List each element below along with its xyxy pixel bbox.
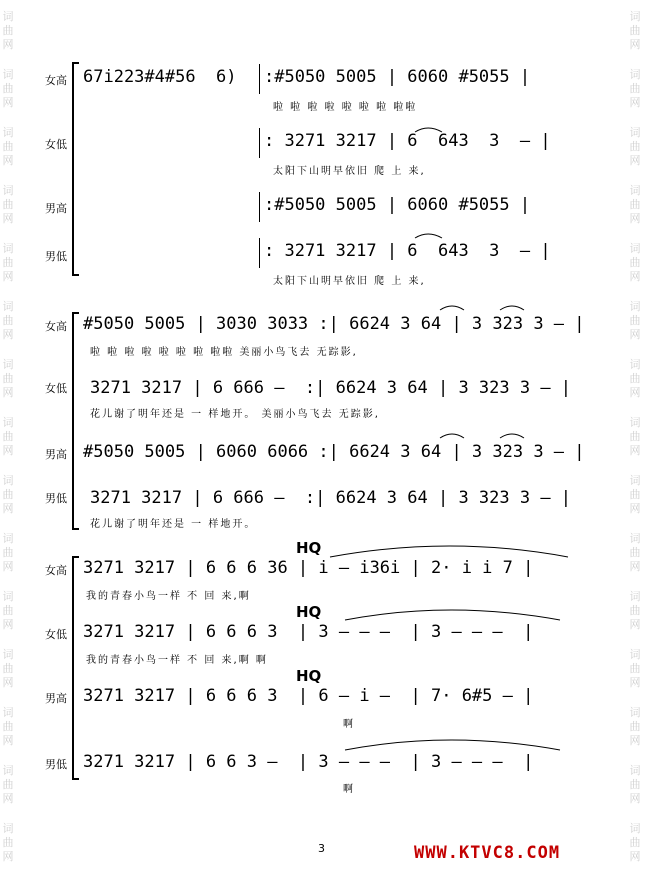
- watermark-glyph: 词: [629, 10, 641, 23]
- notation-row: :#5050 5005 | 6060 #5055 |: [264, 67, 531, 87]
- watermark-glyph: 网: [629, 676, 641, 689]
- watermark-glyph: 词: [2, 764, 14, 777]
- watermark-glyph: 网: [2, 850, 14, 863]
- watermark-glyph: 曲: [629, 140, 641, 153]
- watermark-glyph: 网: [2, 444, 14, 457]
- watermark-glyph: 曲: [629, 372, 641, 385]
- notation-row: 3271 3217 | 6 6 6 36 | i – i36i | 2· i i 7 |: [83, 558, 534, 578]
- watermark-glyph: 曲: [2, 546, 14, 559]
- notation-row: 3271 3217 | 6 6 6 3 | 3 – – – | 3 – – – |: [83, 622, 534, 642]
- watermark-glyph: 词: [629, 648, 641, 661]
- watermark-glyph: 词: [629, 242, 641, 255]
- watermark-glyph: 网: [629, 618, 641, 631]
- watermark-glyph: 曲: [2, 604, 14, 617]
- watermark-glyph: 网: [629, 792, 641, 805]
- watermark-glyph: 曲: [2, 778, 14, 791]
- part-label: 女高: [45, 74, 67, 87]
- watermark-glyph: 曲: [629, 24, 641, 37]
- notation-row: 3271 3217 | 6 6 3 – | 3 – – – | 3 – – – |: [83, 752, 534, 772]
- watermark-glyph: 曲: [629, 198, 641, 211]
- watermark-glyph: 词: [629, 126, 641, 139]
- watermark-glyph: 词: [629, 764, 641, 777]
- watermark-glyph: 曲: [2, 256, 14, 269]
- watermark-glyph: 网: [629, 38, 641, 51]
- notation-row: 3271 3217 | 6 666 – :| 6624 3 64 | 3 323 3 – |: [90, 488, 572, 508]
- lyric-line: 我的青春小鸟一样 不 回 来,啊: [86, 591, 251, 602]
- watermark-glyph: 曲: [2, 720, 14, 733]
- watermark-glyph: 曲: [629, 604, 641, 617]
- notation-row: #5050 5005 | 3030 3033 :| 6624 3 64 | 3 323 3 – |: [83, 314, 585, 334]
- watermark-glyph: 曲: [2, 140, 14, 153]
- watermark-glyph: 词: [2, 590, 14, 603]
- watermark-glyph: 曲: [2, 488, 14, 501]
- part-label: 男高: [45, 448, 67, 461]
- watermark-glyph: 词: [2, 10, 14, 23]
- watermark-glyph: 网: [629, 560, 641, 573]
- part-label: 男低: [45, 758, 67, 771]
- watermark-glyph: 词: [2, 474, 14, 487]
- part-label: 女低: [45, 138, 67, 151]
- watermark-glyph: 网: [2, 386, 14, 399]
- watermark-glyph: 曲: [2, 836, 14, 849]
- watermark-glyph: 网: [629, 444, 641, 457]
- watermark-glyph: 网: [629, 212, 641, 225]
- watermark-glyph: 词: [629, 358, 641, 371]
- watermark-glyph: 曲: [629, 82, 641, 95]
- part-label: 男高: [45, 202, 67, 215]
- watermark-glyph: 曲: [629, 546, 641, 559]
- watermark-glyph: 网: [2, 38, 14, 51]
- notation-row: : 3271 3217 | 6 643 3 – |: [264, 241, 551, 261]
- watermark-glyph: 词: [2, 358, 14, 371]
- part-label: 女高: [45, 320, 67, 333]
- watermark-glyph: 网: [2, 154, 14, 167]
- watermark-glyph: 曲: [629, 662, 641, 675]
- watermark-glyph: 词: [2, 532, 14, 545]
- watermark-glyph: 词: [2, 242, 14, 255]
- watermark-glyph: 曲: [2, 82, 14, 95]
- hq-mark: HQ: [296, 539, 322, 557]
- watermark-glyph: 曲: [629, 430, 641, 443]
- watermark-glyph: 网: [2, 676, 14, 689]
- notation-row: 67i223#4#56 6): [83, 67, 237, 87]
- page-number: 3: [318, 842, 325, 855]
- part-label: 女低: [45, 628, 67, 641]
- notation-row: 3271 3217 | 6 666 – :| 6624 3 64 | 3 323 3 – |: [90, 378, 572, 398]
- lyric-line: 啦 啦 啦 啦 啦 啦 啦 啦啦 美丽小鸟飞去 无踪影,: [90, 347, 358, 358]
- part-label: 男高: [45, 692, 67, 705]
- lyric-line: 啊: [343, 719, 355, 730]
- watermark-glyph: 词: [2, 648, 14, 661]
- lyric-line: 花儿谢了明年还是 一 样地开。: [90, 519, 257, 530]
- watermark-glyph: 词: [2, 300, 14, 313]
- watermark-glyph: 曲: [2, 314, 14, 327]
- notation-row: #5050 5005 | 6060 6066 :| 6624 3 64 | 3 323 3 – |: [83, 442, 585, 462]
- watermark-glyph: 网: [629, 96, 641, 109]
- watermark-glyph: 曲: [2, 662, 14, 675]
- watermark-glyph: 网: [2, 212, 14, 225]
- lyric-line: 啦 啦 啦 啦 啦 啦 啦 啦啦: [273, 102, 418, 113]
- watermark-glyph: 词: [629, 822, 641, 835]
- watermark-glyph: 曲: [2, 372, 14, 385]
- hq-mark: HQ: [296, 667, 322, 685]
- hq-mark: HQ: [296, 603, 322, 621]
- watermark-glyph: 网: [629, 734, 641, 747]
- watermark-glyph: 网: [2, 328, 14, 341]
- watermark-glyph: 词: [2, 706, 14, 719]
- lyric-line: 太阳下山明早依旧 爬 上 来,: [273, 166, 426, 177]
- watermark-glyph: 网: [2, 502, 14, 515]
- watermark-glyph: 词: [629, 68, 641, 81]
- watermark-glyph: 词: [629, 300, 641, 313]
- watermark-glyph: 网: [2, 618, 14, 631]
- notation-row: : 3271 3217 | 6 643 3 – |: [264, 131, 551, 151]
- watermark-glyph: 网: [2, 270, 14, 283]
- watermark-glyph: 词: [2, 416, 14, 429]
- watermark-glyph: 词: [629, 706, 641, 719]
- notation-row: 3271 3217 | 6 6 6 3 | 6 – i – | 7· 6#5 – |: [83, 686, 534, 706]
- watermark-glyph: 词: [2, 184, 14, 197]
- part-label: 男低: [45, 250, 67, 263]
- lyric-line: 我的青春小鸟一样 不 回 来,啊 啊: [86, 655, 268, 666]
- footer-url: WWW.KTVC8.COM: [414, 843, 561, 863]
- watermark-glyph: 词: [629, 474, 641, 487]
- watermark-glyph: 词: [629, 590, 641, 603]
- lyric-line: 啊: [343, 784, 355, 795]
- watermark-glyph: 词: [629, 532, 641, 545]
- watermark-glyph: 曲: [2, 24, 14, 37]
- watermark-glyph: 曲: [629, 836, 641, 849]
- watermark-glyph: 词: [629, 416, 641, 429]
- lyric-line: 太阳下山明早依旧 爬 上 来,: [273, 276, 426, 287]
- watermark-glyph: 网: [629, 154, 641, 167]
- watermark-glyph: 词: [2, 822, 14, 835]
- lyric-line: 花儿谢了明年还是 一 样地开。 美丽小鸟飞去 无踪影,: [90, 409, 380, 420]
- watermark-glyph: 网: [2, 792, 14, 805]
- watermark-glyph: 曲: [2, 430, 14, 443]
- watermark-glyph: 曲: [629, 778, 641, 791]
- watermark-glyph: 网: [629, 386, 641, 399]
- part-label: 女低: [45, 382, 67, 395]
- watermark-glyph: 词: [2, 126, 14, 139]
- watermark-glyph: 网: [629, 502, 641, 515]
- watermark-glyph: 网: [2, 560, 14, 573]
- watermark-glyph: 曲: [629, 314, 641, 327]
- watermark-glyph: 词: [629, 184, 641, 197]
- notation-row: :#5050 5005 | 6060 #5055 |: [264, 195, 531, 215]
- watermark-glyph: 词: [2, 68, 14, 81]
- part-label: 男低: [45, 492, 67, 505]
- watermark-glyph: 网: [629, 850, 641, 863]
- watermark-glyph: 曲: [629, 488, 641, 501]
- watermark-glyph: 曲: [2, 198, 14, 211]
- watermark-glyph: 网: [2, 734, 14, 747]
- watermark-glyph: 网: [629, 328, 641, 341]
- watermark-glyph: 网: [2, 96, 14, 109]
- watermark-glyph: 曲: [629, 720, 641, 733]
- watermark-glyph: 网: [629, 270, 641, 283]
- watermark-glyph: 曲: [629, 256, 641, 269]
- part-label: 女高: [45, 564, 67, 577]
